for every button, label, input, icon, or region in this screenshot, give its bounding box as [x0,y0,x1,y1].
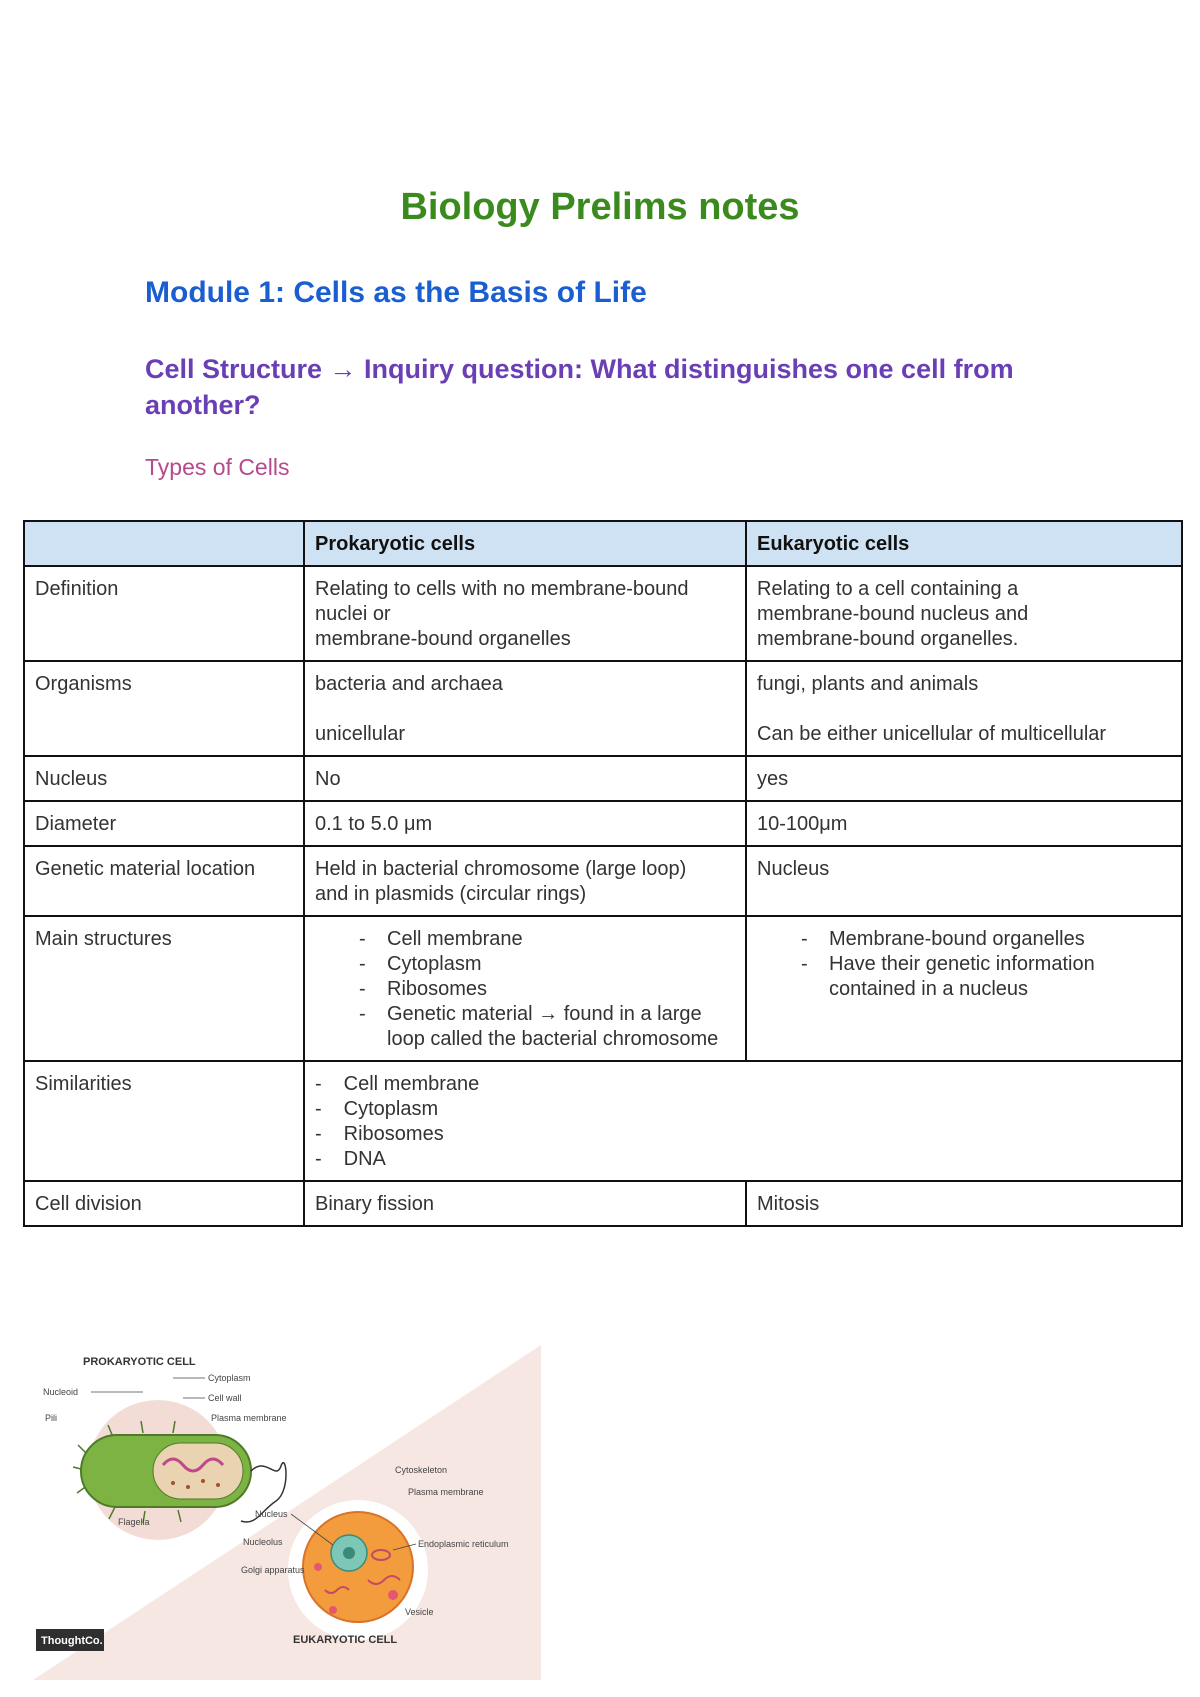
cell-line: Can be either unicellular of multicellular [757,723,1107,745]
label-cytoplasm: Cytoplasm [208,1373,251,1383]
label-pili: Pili [45,1413,58,1423]
table-row [24,661,1182,756]
list-item: - Cell membrane [315,1073,480,1095]
cell-line: fungi, plants and animals [757,673,979,695]
row-label: Similarities [24,1061,304,1181]
row-label: Genetic material location [24,846,304,916]
list-item: - Membrane-bound organelles [757,927,1171,952]
label-cytoskeleton: Cytoskeleton [395,1465,448,1475]
table-header-row [24,521,1182,566]
label-plasma-membrane: Plasma membrane [211,1413,287,1423]
row-label: Organisms [24,661,304,756]
cell-diagram [33,1345,541,1680]
list-item: - DNA [315,1148,386,1170]
label-nucleolus: Nucleolus [243,1537,283,1547]
structure-list [315,927,735,1052]
cell-line: Held in bacterial chromosome (large loop) [315,858,687,880]
nucleolus-icon [343,1547,355,1559]
list-item: - Genetic material → found in a large loop called the bacterial chromosome [315,1002,735,1052]
module-heading: Module 1: Cells as the Basis of Life [145,276,647,309]
cell-line: bacteria and archaea [315,673,503,695]
cell-line: Relating to cells with no membrane-bound [315,578,689,600]
list-item: - Cytoplasm [315,952,735,977]
table-row [24,801,1182,846]
cell-euk [746,916,1182,1061]
cell-prok [304,661,746,756]
list-item: - Cell membrane [315,927,735,952]
cell-line: membrane-bound nucleus and [757,603,1029,625]
cell-line: membrane-bound organelles [315,628,571,650]
header-blank [24,521,304,566]
cell-prok: 0.1 to 5.0 μm [304,801,746,846]
cell-line: unicellular [315,723,406,745]
label-nucleoid: Nucleoid [43,1387,79,1397]
row-label: Definition [24,566,304,661]
list-item: - Ribosomes [315,977,735,1002]
label-plasma-membrane-euk: Plasma membrane [408,1487,484,1497]
label-nucleus: Nucleus [255,1509,288,1519]
document-title: Biology Prelims notes [400,186,800,228]
list-item: - Cytoplasm [315,1098,439,1120]
structure-list [757,927,1171,1002]
list-item: - Ribosomes [315,1123,444,1145]
inquiry-heading: Cell Structure → Inquiry question: What distinguishes one cell from another? [145,354,1014,420]
cell-line: Relating to a cell containing a [757,578,1019,600]
brand-logo: ThoughtCo. [41,1635,103,1647]
row-label: Nucleus [24,756,304,801]
label-flagella: Flagella [118,1517,150,1527]
label-golgi: Golgi apparatus [241,1565,305,1575]
cell-prok: Binary fission [304,1181,746,1226]
prok-title: PROKARYOTIC CELL [83,1356,196,1368]
row-label: Main structures [24,916,304,1061]
row-label: Cell division [24,1181,304,1226]
cell-prok [304,916,746,1061]
table-row [24,1181,1182,1226]
cell-prok [304,846,746,916]
euk-title: EUKARYOTIC CELL [293,1634,398,1646]
cell-types-table [23,520,1183,1227]
cell-euk: 10-100μm [746,801,1182,846]
section-heading: Types of Cells [145,454,290,480]
table-row [24,566,1182,661]
label-cell-wall: Cell wall [208,1393,242,1403]
cell-euk: Nucleus [746,846,1182,916]
cell-euk: yes [746,756,1182,801]
cell-line: and in plasmids (circular rings) [315,883,587,905]
table-row [24,846,1182,916]
row-label: Diameter [24,801,304,846]
cell-prok: No [304,756,746,801]
cell-euk [746,566,1182,661]
cell-prok [304,566,746,661]
cell-diagram-figure [33,1345,541,1680]
table-row [24,1061,1182,1181]
similarities-cell [304,1061,1182,1181]
header-prokaryotic: Prokaryotic cells [304,521,746,566]
header-eukaryotic: Eukaryotic cells [746,521,1182,566]
table-row [24,916,1182,1061]
cell-euk: Mitosis [746,1181,1182,1226]
cell-line: nuclei or [315,603,391,625]
cell-line: membrane-bound organelles. [757,628,1019,650]
label-vesicle: Vesicle [405,1607,434,1617]
table-row [24,756,1182,801]
label-er: Endoplasmic reticulum [418,1539,509,1549]
cell-euk [746,661,1182,756]
list-item: - Have their genetic information contained in a nucleus [757,952,1171,1002]
